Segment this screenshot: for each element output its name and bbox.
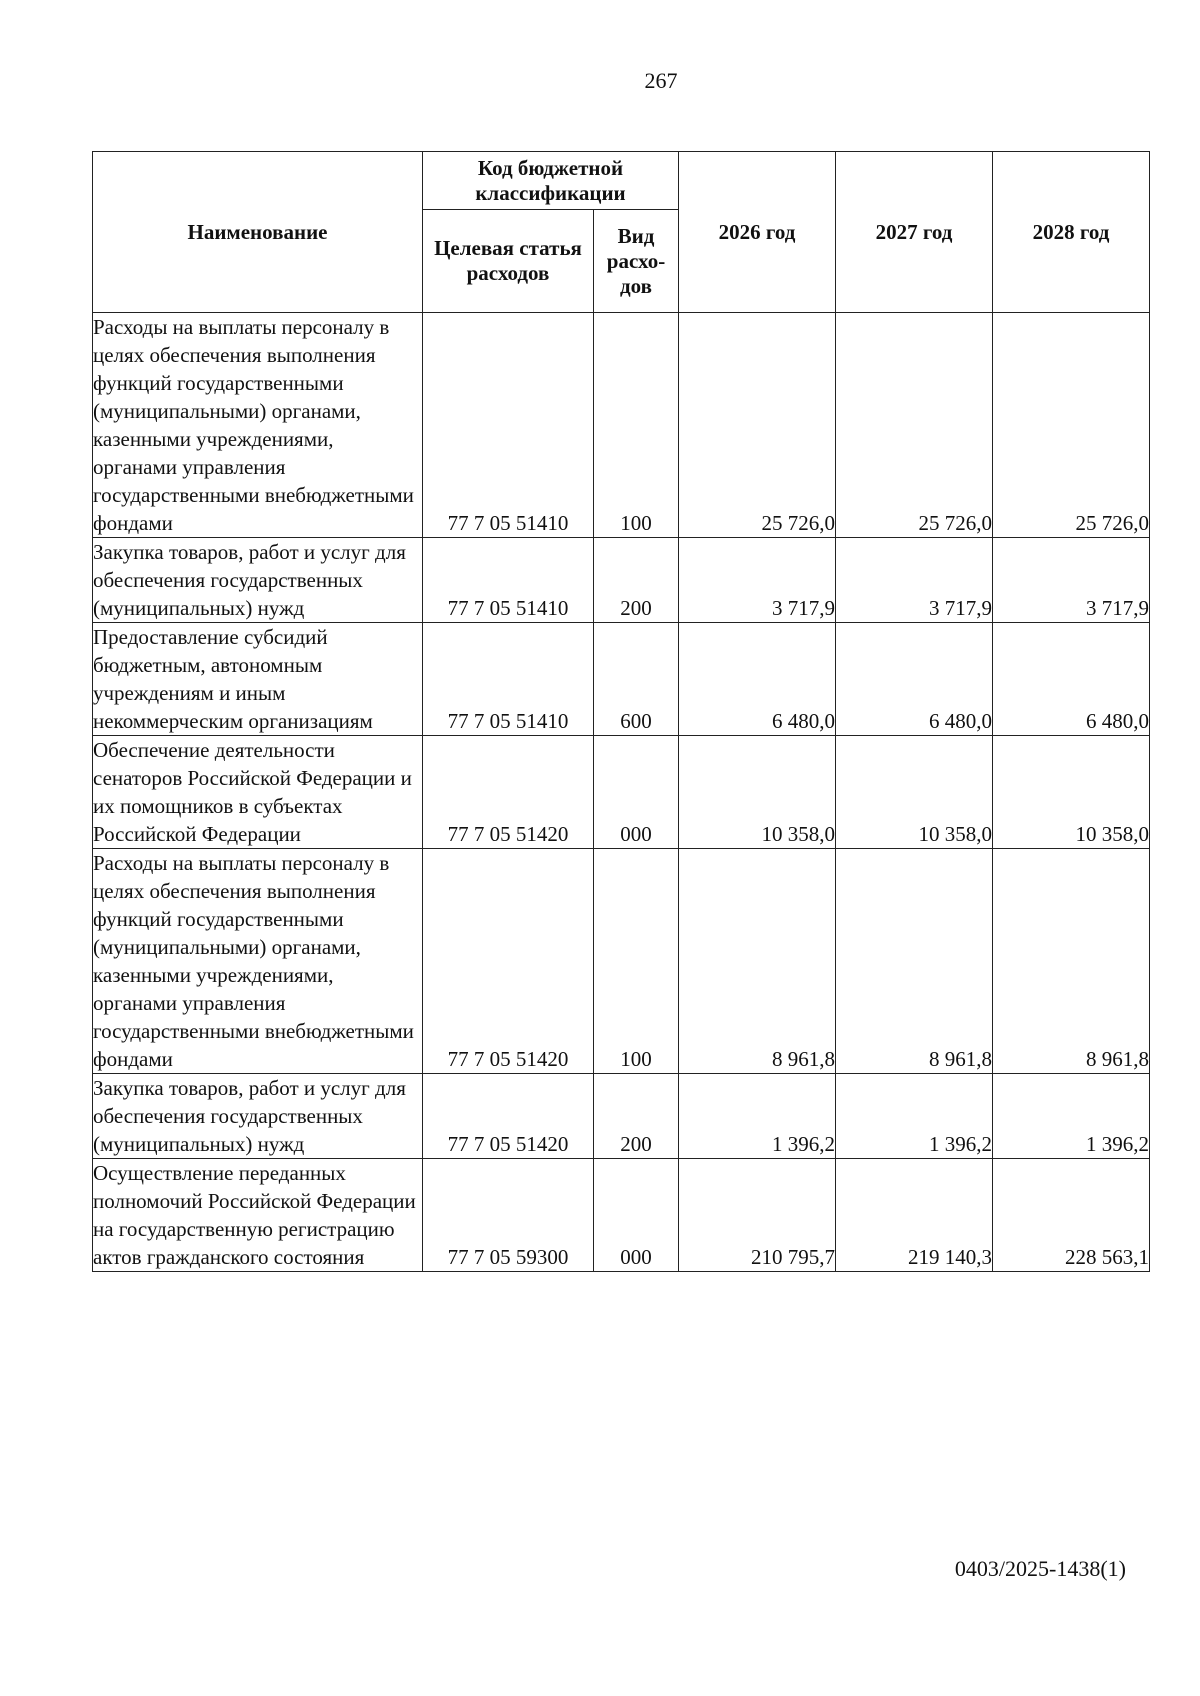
row-amount-2026: 10 358,0 — [679, 736, 836, 849]
row-amount-2026: 3 717,9 — [679, 538, 836, 623]
table-row — [93, 1074, 1150, 1159]
header-expense-type: Вид расхо-дов — [594, 210, 679, 313]
row-name: Закупка товаров, работ и услуг для обеспечения государственных (муниципальных) нужд — [93, 538, 423, 623]
row-amount-2028: 3 717,9 — [993, 538, 1150, 623]
row-name: Расходы на выплаты персоналу в целях обеспечения выполнения функций государственными (муниципальными) органами, казенными учреждениями, органами управления государственными внебюджетными фондами — [93, 313, 423, 538]
row-target-article: 77 7 05 51410 — [423, 538, 594, 623]
header-target-article: Целевая статья расходов — [423, 210, 594, 313]
row-amount-2026: 8 961,8 — [679, 849, 836, 1074]
row-name: Расходы на выплаты персоналу в целях обеспечения выполнения функций государственными (муниципальными) органами, казенными учреждениями, органами управления государственными внебюджетными фондами — [93, 849, 423, 1074]
table-row — [93, 736, 1150, 849]
row-amount-2026: 210 795,7 — [679, 1159, 836, 1272]
row-amount-2027: 1 396,2 — [836, 1074, 993, 1159]
row-target-article: 77 7 05 51410 — [423, 623, 594, 736]
row-expense-type: 000 — [594, 1159, 679, 1272]
row-amount-2028: 8 961,8 — [993, 849, 1150, 1074]
table-row — [93, 849, 1150, 1074]
row-amount-2028: 228 563,1 — [993, 1159, 1150, 1272]
row-expense-type: 100 — [594, 313, 679, 538]
header-year-2028: 2028 год — [993, 152, 1150, 313]
row-name: Обеспечение деятельности сенаторов Российской Федерации и их помощников в субъектах Российской Федерации — [93, 736, 423, 849]
row-amount-2027: 6 480,0 — [836, 623, 993, 736]
budget-table — [92, 151, 1150, 1272]
document-id: 0403/2025-1438(1) — [954, 1556, 1126, 1581]
page-number: 267 — [644, 68, 678, 93]
row-amount-2027: 3 717,9 — [836, 538, 993, 623]
row-target-article: 77 7 05 51420 — [423, 1074, 594, 1159]
header-name: Наименование — [93, 152, 423, 313]
row-target-article: 77 7 05 51410 — [423, 313, 594, 538]
row-amount-2028: 25 726,0 — [993, 313, 1150, 538]
row-amount-2028: 1 396,2 — [993, 1074, 1150, 1159]
row-name: Закупка товаров, работ и услуг для обеспечения государственных (муниципальных) нужд — [93, 1074, 423, 1159]
row-amount-2027: 219 140,3 — [836, 1159, 993, 1272]
row-expense-type: 100 — [594, 849, 679, 1074]
row-target-article: 77 7 05 51420 — [423, 849, 594, 1074]
row-amount-2026: 25 726,0 — [679, 313, 836, 538]
row-amount-2028: 6 480,0 — [993, 623, 1150, 736]
row-target-article: 77 7 05 59300 — [423, 1159, 594, 1272]
row-amount-2027: 25 726,0 — [836, 313, 993, 538]
table-row — [93, 313, 1150, 538]
header-year-2027: 2027 год — [836, 152, 993, 313]
row-amount-2028: 10 358,0 — [993, 736, 1150, 849]
header-year-2026: 2026 год — [679, 152, 836, 313]
row-amount-2026: 6 480,0 — [679, 623, 836, 736]
row-expense-type: 000 — [594, 736, 679, 849]
row-name: Предоставление субсидий бюджетным, автономным учреждениям и иным некоммерческим организациям — [93, 623, 423, 736]
row-amount-2026: 1 396,2 — [679, 1074, 836, 1159]
header-classification: Код бюджетной классификации — [423, 152, 679, 210]
row-amount-2027: 10 358,0 — [836, 736, 993, 849]
table-row — [93, 538, 1150, 623]
row-target-article: 77 7 05 51420 — [423, 736, 594, 849]
row-expense-type: 600 — [594, 623, 679, 736]
table-row — [93, 623, 1150, 736]
table-row — [93, 1159, 1150, 1272]
row-expense-type: 200 — [594, 1074, 679, 1159]
row-expense-type: 200 — [594, 538, 679, 623]
row-name: Осуществление переданных полномочий Российской Федерации на государственную регистрацию актов гражданского состояния — [93, 1159, 423, 1272]
row-amount-2027: 8 961,8 — [836, 849, 993, 1074]
